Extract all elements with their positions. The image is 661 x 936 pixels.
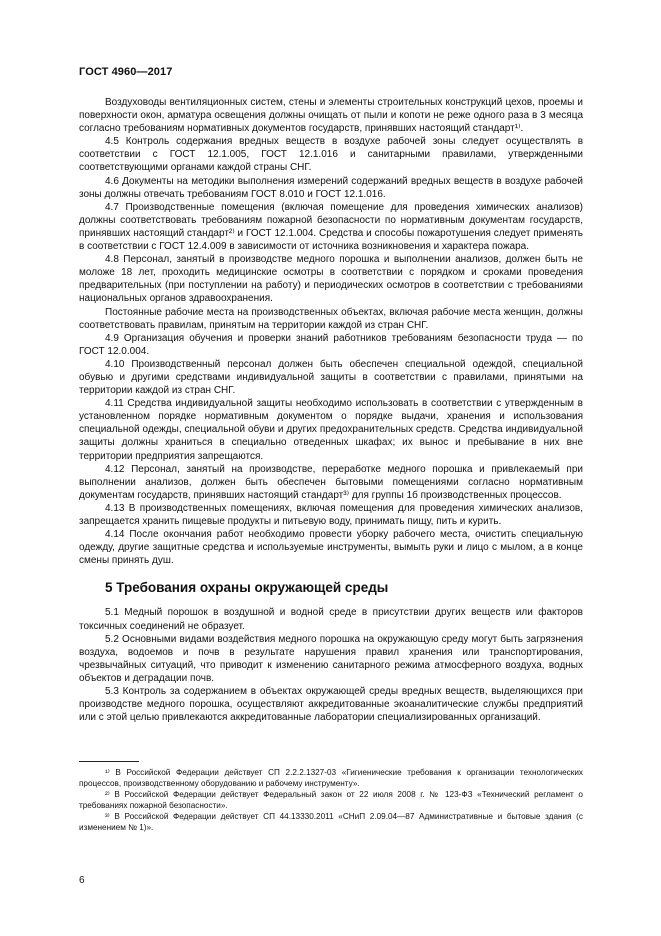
paragraph-4-14: 4.14 После окончания работ необходимо провести уборку рабочего места, очистить специальную одежду, другие защитные средства и используемые инструменты, вымыть руки и лицо с мылом, а в конце смены принять душ. (79, 529, 583, 567)
paragraph-ventilation: Воздуховоды вентиляционных систем, стены и элементы строительных конструкций цехов, проемы и поверхности окон, арматура освещения должны очищать от пыли и копоти не реже одного раза в 3 месяца согласно требованиям нормативных документов государств, принявших настоящий стандарт¹⁾. (79, 97, 583, 135)
footnote-1: ¹⁾ В Российской Федерации действует СП 2.2.2.1327-03 «Гигиенические требования к организации технологических процессов, производственному оборудованию и рабочему инструменту». (79, 768, 583, 788)
document-body (79, 96, 583, 724)
paragraph-4-7: 4.7 Производственные помещения (включая помещение для проведения химических анализов) должны соответствовать требованиям пожарной безопасности по нормативным документам государств, принявших настоящий стандарт²⁾ и ГОСТ 12.1.004. Средства и способы пожаротушения следует применять в соответствии с ГОСТ 12.4.009 в зависимости от источника возникновения и характера пожара. (79, 201, 583, 253)
document-header: ГОСТ 4960—2017 (79, 66, 173, 78)
paragraph-4-8: 4.8 Персонал, занятый в производстве медного порошка и выполнении анализов, должен быть не моложе 18 лет, проходить медицинские осмотры в соответствии с порядком и сроками проведения предварительных (при поступлении на работу) и периодических осмотров в соответствии с требованиями национальных органов здравоохранения. (79, 254, 583, 305)
page-number: 6 (79, 875, 85, 886)
paragraph-5-3: 5.3 Контроль за содержанием в объектах окружающей среды вредных веществ, выделяющихся при производстве медного порошка, осуществляют аккредитованные экоаналитические службы предприятий или с этой целью привлекаются аккредитованные лаборатории специализированных организаций. (79, 686, 583, 724)
footnote-2: ²⁾ В Российской Федерации действует Федеральный закон от 22 июля 2008 г. № 123-ФЗ «Технический регламент о требованиях пожарной безопасности». (79, 790, 583, 810)
paragraph-5-1: 5.1 Медный порошок в воздушной и водной среде в присутствии других веществ или факторов токсичных соединений не образует. (79, 607, 583, 632)
paragraph-4-6: 4.6 Документы на методики выполнения измерений содержаний вредных веществ в воздухе рабочей зоны должны отвечать требованиям ГОСТ 8.010 и ГОСТ 12.1.016. (79, 175, 583, 200)
paragraph-4-9: 4.9 Организация обучения и проверки знаний работников требованиям безопасности труда — по ГОСТ 12.0.004. (79, 332, 583, 357)
paragraph-4-5: 4.5 Контроль содержания вредных веществ в воздухе рабочей зоны следует осуществлять в соответствии с ГОСТ 12.1.005, ГОСТ 12.1.016 и санитарными правилами, утвержденными соответствующими органами каждой страны СНГ. (79, 136, 583, 174)
paragraph-workplaces: Постоянные рабочие места на производственных объектах, включая рабочие места женщин, должны соответствовать правилам, принятым на территории каждой из стран СНГ. (79, 306, 583, 331)
paragraph-5-2: 5.2 Основными видами воздействия медного порошка на окружающую среду могут быть загрязнения воздуха, водоемов и почв в результате нарушения правил хранения или транспортирования, чрезвычайных ситуаций, что приводит к изменению санитарного режима атмосферного воздуха, водных объектов и деградации почв. (79, 633, 583, 684)
paragraph-4-11: 4.11 Средства индивидуальной защиты необходимо использовать в соответствии с утвержденным в установленном порядке нормативным документом о порядке выдачи, хранения и использования специальной одежды, специальной обуви и других предохранительных средств. Средства индивидуальной защиты должны храниться в специально отведенных шкафах; их вынос и пребывание в них вне территории предприятия запрещаются. (79, 398, 583, 462)
section-title: 5 Требования охраны окружающей среды (105, 580, 389, 596)
paragraph-4-10: 4.10 Производственный персонал должен быть обеспечен специальной одеждой, специальной обувью и другими средствами индивидуальной защиты в соответствии с правилами, принятыми на территории каждой из стран СНГ. (79, 358, 583, 397)
footnote-divider (79, 761, 139, 762)
paragraph-4-13: 4.13 В производственных помещениях, включая помещения для проведения химических анализов, запрещается хранить пищевые продукты и питьевую воду, принимать пищу, пить и курить. (79, 502, 583, 527)
footnotes (79, 768, 583, 835)
footnote-3: ³⁾ В Российской Федерации действует СП 44.13330.2011 «СНиП 2.09.04—87 Административные и бытовые здания (с изменением № 1)». (79, 812, 583, 832)
paragraph-4-12: 4.12 Персонал, занятый на производстве, переработке медного порошка и привлекаемый при выполнении анализов, должен быть обеспечен бытовыми помещениями согласно нормативным документам государств, принявших настоящий стандарт³⁾ для группы 1б производственных процессов. (79, 463, 583, 501)
